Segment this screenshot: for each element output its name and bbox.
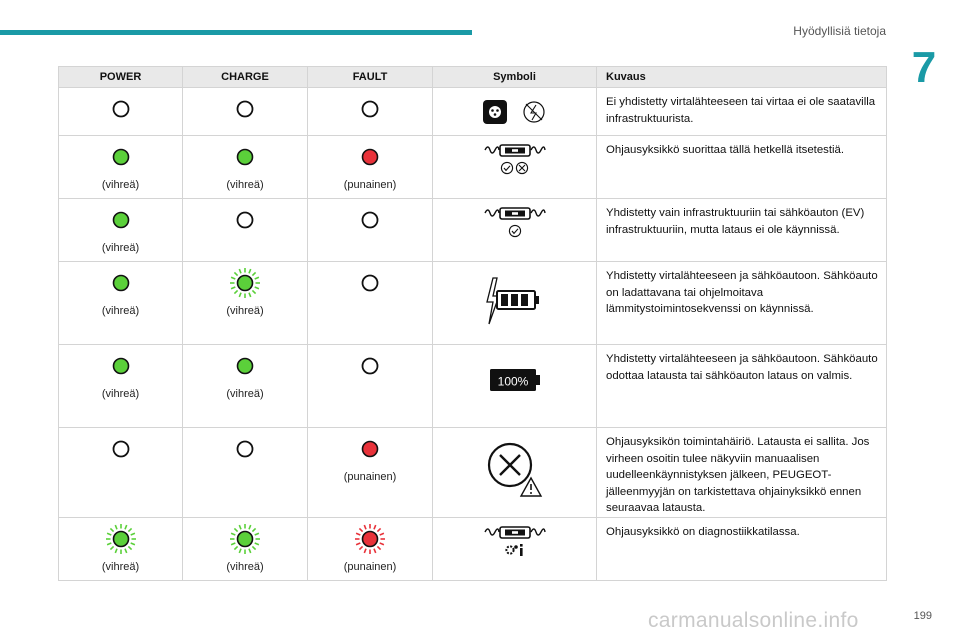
led-color-label: (vihreä) — [226, 388, 264, 400]
description-cell: Ohjausyksikkö suorittaa tällä hetkellä itsetestiä. — [597, 136, 887, 199]
symbol-cell — [433, 136, 597, 199]
symbol-cell — [433, 262, 597, 345]
cable-selftest-icon — [433, 142, 596, 194]
table-row — [59, 88, 887, 136]
description-cell: Yhdistetty vain infrastruktuuriin tai sähköauton (EV) infrastruktuuriin, mutta lataus ei ole käynnissä. — [597, 199, 887, 262]
symbol-cell — [433, 199, 597, 262]
led-off-icon — [308, 93, 432, 125]
charge-led-cell — [183, 136, 308, 199]
led-color-label: (vihreä) — [101, 179, 140, 191]
table-row — [59, 262, 887, 345]
fault-led-cell — [308, 199, 433, 262]
led-color-label: (punainen) — [343, 471, 397, 483]
column-header-charge: CHARGE — [183, 67, 308, 88]
led-red-icon — [308, 141, 432, 173]
charge-led-cell — [183, 428, 308, 518]
led-color-label: (vihreä) — [101, 305, 140, 317]
description-cell: Ei yhdistetty virtalähteeseen tai virtaa ei ole saatavilla infrastruktuurista. — [597, 88, 887, 136]
led-green-icon — [59, 523, 182, 555]
fault-led-cell — [308, 136, 433, 199]
power-led-cell — [59, 345, 183, 428]
led-color-label: (vihreä) — [226, 305, 264, 317]
column-header-description: Kuvaus — [597, 67, 887, 88]
header-accent-bar — [0, 30, 472, 35]
led-off-icon — [308, 204, 432, 236]
table-row — [59, 136, 887, 199]
power-led-cell — [59, 428, 183, 518]
charge-led-cell — [183, 262, 308, 345]
led-green-icon — [59, 267, 182, 299]
cable-diagnostic-icon — [433, 524, 596, 564]
led-green-icon — [183, 350, 307, 382]
description-cell: Yhdistetty virtalähteeseen ja sähköautoon. Sähköauto on ladattavana tai ohjelmoitava lämmitystoimintosekvenssi on käynnissä. — [597, 262, 887, 345]
led-off-icon — [308, 267, 432, 299]
column-header-power: POWER — [59, 67, 183, 88]
fault-led-cell — [308, 428, 433, 518]
led-green-icon — [183, 267, 307, 299]
led-off-icon — [59, 433, 182, 465]
power-led-cell — [59, 199, 183, 262]
led-green-icon — [183, 141, 307, 173]
led-color-label: (vihreä) — [101, 388, 140, 400]
led-status-table — [58, 66, 887, 581]
plug-no-power-icon — [433, 96, 596, 130]
table-row — [59, 199, 887, 262]
led-green-icon — [59, 141, 182, 173]
led-green-icon — [59, 204, 182, 236]
charge-led-cell — [183, 345, 308, 428]
led-red-icon — [308, 433, 432, 465]
led-off-icon — [183, 204, 307, 236]
symbol-cell — [433, 345, 597, 428]
led-green-icon — [59, 350, 182, 382]
table-row — [59, 428, 887, 518]
fault-led-cell — [308, 517, 433, 580]
charge-led-cell — [183, 517, 308, 580]
table-row — [59, 517, 887, 580]
table-row — [59, 345, 887, 428]
fault-led-cell — [308, 345, 433, 428]
led-color-label: (vihreä) — [226, 560, 264, 573]
led-off-icon — [183, 93, 307, 125]
watermark: carmanualsonline.info — [648, 609, 859, 632]
fault-led-cell — [308, 262, 433, 345]
description-cell: Yhdistetty virtalähteeseen ja sähköautoon. Sähköauto odottaa latausta tai sähköauton lataus on valmis. — [597, 345, 887, 428]
cable-connected-icon — [433, 205, 596, 257]
symbol-cell — [433, 517, 597, 580]
battery-charging-icon — [433, 276, 596, 326]
led-off-icon — [183, 433, 307, 465]
fault-warning-icon — [433, 440, 596, 500]
description-cell: Ohjausyksikkö on diagnostiikkatilassa. — [597, 517, 887, 580]
led-red-icon — [308, 523, 432, 555]
description-cell: Ohjausyksikön toimintahäiriö. Latausta ei sallita. Jos virheen osoitin tulee näkyviin manuaalisen uudelleenkäynnistyksen jälkeen, PEUGEOT-jälleenmyyjän on tarkistettava ohjainyksikkö ennen seuraavaa latausta. — [597, 428, 887, 518]
symbol-cell — [433, 428, 597, 518]
led-off-icon — [308, 350, 432, 382]
power-led-cell — [59, 517, 183, 580]
fault-led-cell — [308, 88, 433, 136]
battery-full-icon — [433, 367, 596, 395]
battery-100-text: 100% — [497, 374, 528, 389]
section-title: Hyödyllisiä tietoja — [793, 24, 886, 38]
led-color-label: (vihreä) — [101, 242, 140, 254]
led-color-label: (vihreä) — [101, 560, 140, 573]
table-header-row — [59, 67, 887, 88]
chapter-number: 7 — [911, 43, 937, 92]
power-led-cell — [59, 88, 183, 136]
column-header-symbol: Symboli — [433, 67, 597, 88]
symbol-cell — [433, 88, 597, 136]
charge-led-cell — [183, 199, 308, 262]
led-off-icon — [59, 93, 182, 125]
charge-led-cell — [183, 88, 308, 136]
led-green-icon — [183, 523, 307, 555]
led-color-label: (vihreä) — [226, 179, 264, 191]
power-led-cell — [59, 136, 183, 199]
column-header-fault: FAULT — [308, 67, 433, 88]
led-color-label: (punainen) — [343, 560, 397, 573]
power-led-cell — [59, 262, 183, 345]
led-color-label: (punainen) — [343, 179, 397, 191]
page-number: 199 — [913, 610, 932, 622]
